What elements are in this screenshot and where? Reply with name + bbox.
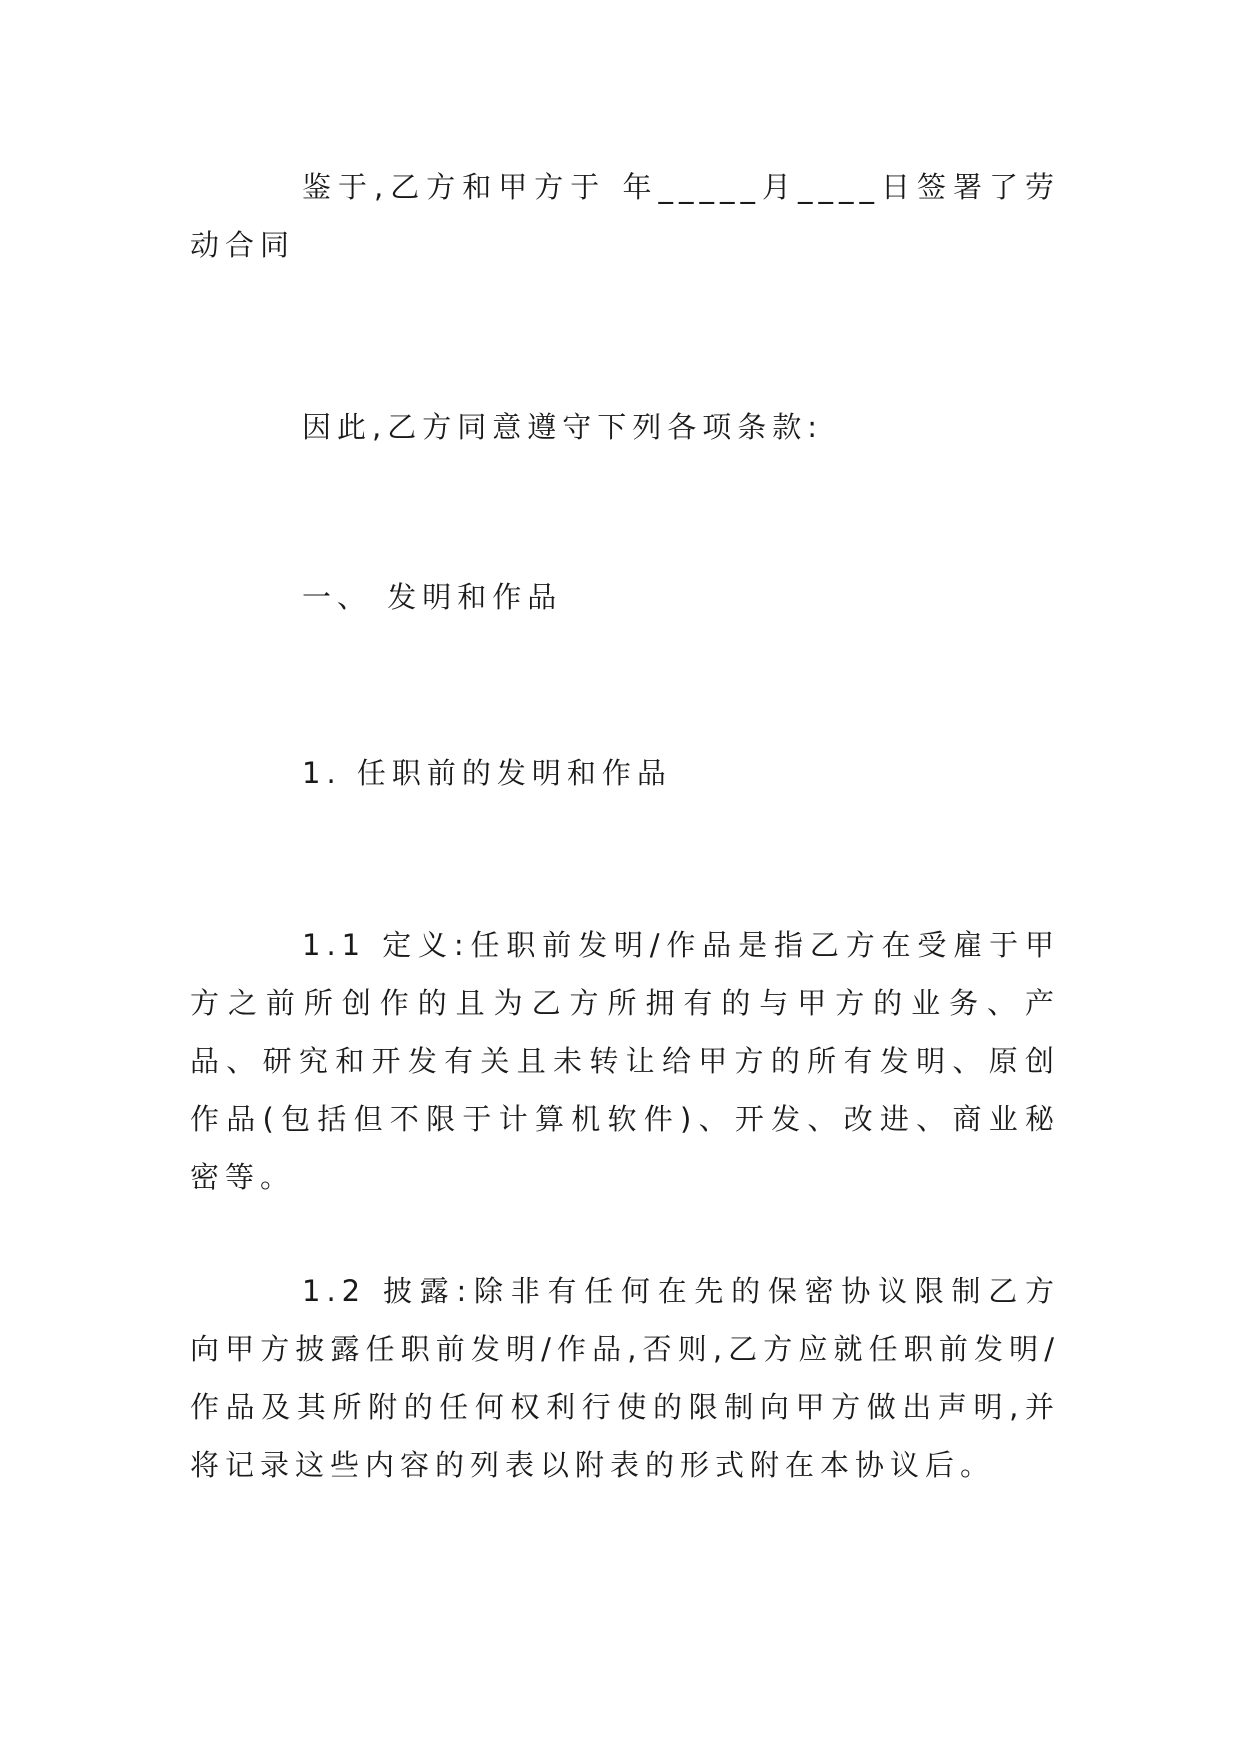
clause-definition: 1.1 定义:任职前发明/作品是指乙方在受雇于甲方之前所创作的且为乙方所拥有的与甲方的业务、产品、研究和开发有关且未转让给甲方的所有发明、原创作品(包括但不限于计算机软件)、开发、改进、商业秘密等。 bbox=[190, 928, 1060, 1194]
section-heading-inventions: 一、 发明和作品 bbox=[302, 580, 563, 614]
clause-disclosure: 1.2 披露:除非有任何在先的保密协议限制乙方向甲方披露任职前发明/作品,否则,乙方应就任职前发明/作品及其所附的任何权利行使的限制向甲方做出声明,并将记录这些内容的列表以附表的形式附在本协议后。 bbox=[190, 1274, 1060, 1482]
paragraph-recital: 鉴于,乙方和甲方于 年_____月____日签署了劳动合同 bbox=[190, 170, 1060, 262]
subsection-heading-prior-inventions: 1. 任职前的发明和作品 bbox=[302, 756, 672, 790]
paragraph-agreement: 因此,乙方同意遵守下列各项条款: bbox=[302, 410, 823, 444]
